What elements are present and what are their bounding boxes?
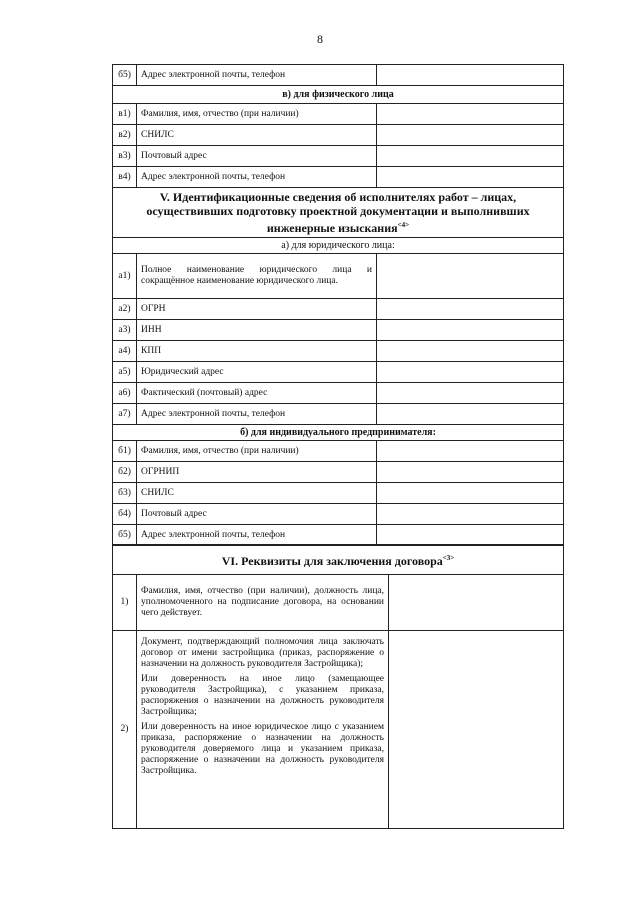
row-value-cell[interactable] — [377, 341, 564, 362]
row-value-cell[interactable] — [377, 65, 564, 86]
table-row — [113, 504, 564, 525]
row-value-cell[interactable] — [377, 167, 564, 188]
subsection-header-row — [113, 425, 564, 441]
section-5-title-text: V. Идентификационные сведения об исполнителях работ – лицах, осуществивших подготовку проектной документации и выполнивших инженерные изыскания — [146, 190, 530, 235]
row-label: КПП — [137, 341, 377, 362]
row-value-cell[interactable] — [377, 146, 564, 167]
legal-entity-header: а) для юридического лица: — [113, 238, 564, 254]
row-number: в1) — [113, 104, 137, 125]
table-row — [113, 341, 564, 362]
table-row — [113, 146, 564, 167]
row-label: Адрес электронной почты, телефон — [137, 167, 377, 188]
row-number: а5) — [113, 362, 137, 383]
row-number: 2) — [113, 631, 137, 829]
row-label: Фамилия, имя, отчество (при наличии) — [137, 104, 377, 125]
row-label: Почтовый адрес — [137, 146, 377, 167]
table-row — [113, 483, 564, 504]
row-number: б5) — [113, 65, 137, 86]
row-number: а4) — [113, 341, 137, 362]
row-number: а1) — [113, 254, 137, 299]
table-row — [113, 65, 564, 86]
row-label: Адрес электронной почты, телефон — [137, 525, 377, 546]
row-label: ОГРНИП — [137, 462, 377, 483]
row-value-cell[interactable] — [377, 104, 564, 125]
row-label: Адрес электронной почты, телефон — [137, 404, 377, 425]
row-label: Юридический адрес — [137, 362, 377, 383]
row-number: б1) — [113, 441, 137, 462]
table-row — [113, 104, 564, 125]
row-value-cell[interactable] — [377, 404, 564, 425]
power-of-attorney-paragraph: Или доверенность на иное лицо (замещающее руководителя Застройщика), с указанием приказа, распоряжения о назначении на должность руководителя Застройщика; — [141, 674, 384, 717]
row-value-cell[interactable] — [377, 254, 564, 299]
section-6-title — [113, 545, 564, 575]
table-row — [113, 383, 564, 404]
row-number: а2) — [113, 299, 137, 320]
section-header-row — [113, 545, 564, 575]
row-label: Фамилия, имя, отчество (при наличии) — [137, 441, 377, 462]
row-number: в3) — [113, 146, 137, 167]
row-number: б5) — [113, 525, 137, 546]
row-value-cell[interactable] — [377, 362, 564, 383]
subsection-header-row — [113, 86, 564, 104]
table-row — [113, 575, 564, 631]
table-row — [113, 320, 564, 341]
row-label: Почтовый адрес — [137, 504, 377, 525]
table-row — [113, 525, 564, 546]
row-value-cell[interactable] — [377, 320, 564, 341]
row-number: б2) — [113, 462, 137, 483]
page-number: 8 — [317, 32, 323, 46]
section-6-title-text: VI. Реквизиты для заключения договора — [221, 554, 443, 568]
executors-table — [112, 64, 564, 546]
row-value-cell[interactable] — [377, 504, 564, 525]
table-row — [113, 362, 564, 383]
table-row — [113, 462, 564, 483]
individual-entrepreneur-header: б) для индивидуального предпринимателя: — [113, 425, 564, 441]
row-label: Адрес электронной почты, телефон — [137, 65, 377, 86]
row-value-cell[interactable] — [377, 383, 564, 404]
row-value-cell[interactable] — [377, 483, 564, 504]
row-label: СНИЛС — [137, 125, 377, 146]
row-label: Фактический (почтовый) адрес — [137, 383, 377, 404]
row-value-cell[interactable] — [377, 441, 564, 462]
table-row — [113, 631, 564, 829]
physical-person-header: в) для физического лица — [113, 86, 564, 104]
row-number: в2) — [113, 125, 137, 146]
section-5-title — [113, 188, 564, 238]
row-number: а6) — [113, 383, 137, 404]
row-number: а3) — [113, 320, 137, 341]
row-label: Полное наименование юридического лица и сокращённое наименование юридического лица. — [137, 254, 377, 299]
row-label: СНИЛС — [137, 483, 377, 504]
row-number: 1) — [113, 575, 137, 631]
row-value-cell[interactable] — [389, 631, 564, 829]
row-label: ИНН — [137, 320, 377, 341]
legal-entity-attorney-paragraph: Или доверенность на иное юридическое лицо с указанием приказа, распоряжение о назначении на должность руководителя доверяемого лица и указанием приказа, распоряжение о назначении на должность руководителя Застройщика. — [141, 722, 384, 776]
table-row — [113, 254, 564, 299]
section-header-row — [113, 188, 564, 238]
row-value-cell[interactable] — [377, 125, 564, 146]
section-6-footnote-mark: <3> — [442, 554, 455, 562]
row-label — [137, 631, 389, 829]
row-value-cell[interactable] — [377, 299, 564, 320]
authority-document-paragraph: Документ, подтверждающий полномочия лица заключать договор от имени застройщика (приказ, распоряжение о назначении на должность руководителя Застройщика); — [141, 637, 384, 669]
row-value-cell[interactable] — [377, 525, 564, 546]
table-row — [113, 404, 564, 425]
subsection-header-row — [113, 238, 564, 254]
table-row — [113, 299, 564, 320]
row-value-cell[interactable] — [389, 575, 564, 631]
table-row — [113, 167, 564, 188]
contract-details-table — [112, 544, 564, 829]
row-value-cell[interactable] — [377, 462, 564, 483]
row-label: Фамилия, имя, отчество (при наличии), должность лица, уполномоченного на подписание договора, на основании чего действует. — [137, 575, 389, 631]
row-label: ОГРН — [137, 299, 377, 320]
row-number: а7) — [113, 404, 137, 425]
row-number: б4) — [113, 504, 137, 525]
row-number: б3) — [113, 483, 137, 504]
row-number: в4) — [113, 167, 137, 188]
table-row — [113, 441, 564, 462]
table-row — [113, 125, 564, 146]
section-5-footnote-mark: <4> — [397, 221, 410, 229]
